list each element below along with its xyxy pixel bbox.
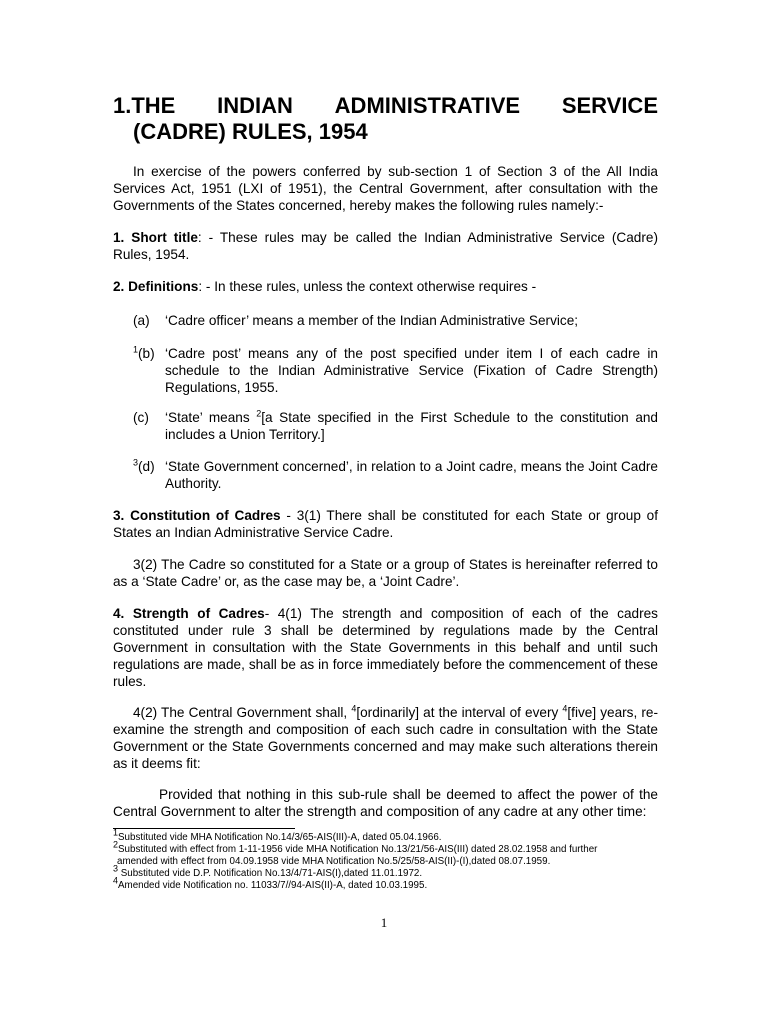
footnote bbox=[113, 875, 658, 892]
footnote-number: 2 bbox=[113, 839, 119, 850]
rule-1-heading: 1. Short title bbox=[113, 230, 198, 245]
proviso: Provided that nothing in this sub-rule shall be deemed to affect the power of the Central Government to alter the strength and composition of any cadre at any other time: bbox=[113, 787, 658, 819]
title-word: INDIAN bbox=[217, 93, 293, 118]
definition-text bbox=[165, 409, 658, 443]
rule-1 bbox=[113, 229, 658, 263]
footnote-number: 4 bbox=[113, 875, 119, 886]
definition-mark: (a) bbox=[133, 313, 150, 328]
definition-text-main: [a State specified in the First Schedule to the constitution and includes a Union Territory.] bbox=[165, 410, 658, 442]
rule-3 bbox=[113, 507, 658, 541]
definition-text: ‘State Government concerned’, in relation to a Joint cadre, means the Joint Cadre Authority. bbox=[165, 459, 658, 491]
footnote bbox=[113, 839, 658, 856]
title-line-2: (CADRE) RULES, 1954 bbox=[133, 119, 368, 144]
definition-mark: (b) bbox=[138, 346, 155, 361]
page-number: 1 bbox=[380, 915, 388, 930]
footnote-text: Substituted vide D.P. Notification No.13/4/71-AIS(I),dated 11.01.1972. bbox=[118, 868, 423, 879]
footnotes bbox=[113, 827, 658, 892]
definition-text: ‘Cadre post’ means any of the post specified under item I of each cadre in schedule to the Indian Administrative Service (Fixation of Cadre Strength) Regulations, 1955. bbox=[165, 346, 658, 395]
rule-3-text: - 3(1) There shall be constituted for each State or group of States an Indian Administrative Service Cadre. bbox=[113, 508, 658, 540]
footnote-ref: 4 bbox=[351, 703, 357, 714]
footnote bbox=[113, 827, 658, 844]
footnote-number: 1 bbox=[113, 827, 119, 838]
footnote-ref: 4 bbox=[562, 703, 568, 714]
footnote-number: 3 bbox=[113, 863, 119, 874]
footnote-ref: 1 bbox=[133, 344, 139, 355]
rule-1-text: : - These rules may be called the Indian Administrative Service (Cadre) Rules, 1954. bbox=[113, 230, 658, 262]
rule-4-para-2-b: [ordinarily] at the interval of every bbox=[356, 705, 563, 720]
rule-4-para-2-a: 4(2) The Central Government shall, bbox=[133, 705, 352, 720]
footnote-text: Amended vide Notification no. 11033/7//94-AIS(II)-A, dated 10.03.1995. bbox=[118, 880, 428, 891]
definition-text: ‘Cadre officer’ means a member of the Indian Administrative Service; bbox=[165, 313, 579, 328]
title-word: 1.THE bbox=[113, 93, 176, 118]
title-word: SERVICE bbox=[561, 93, 658, 118]
rule-4-text: - 4(1) The strength and composition of each of the cadres constituted under rule 3 shall be determined by regulations made by the Central Government in consultation with the State Governments in this behalf and until such regulations are made, shall be as in force immediately before the commencement of these rules. bbox=[113, 606, 658, 689]
definition-mark: (c) bbox=[133, 410, 149, 425]
rule-3-para-2: 3(2) The Cadre so constituted for a State or a group of States is hereinafter referred to as a ‘State Cadre’ or, as the case may be, a ‘Joint Cadre’. bbox=[113, 557, 658, 589]
footnote-text: Substituted with effect from 1-11-1956 vide MHA Notification No.13/21/56-AIS(III) dated 28.02.1958 and further bbox=[118, 844, 598, 855]
rule-4-heading: 4. Strength of Cadres bbox=[113, 606, 265, 621]
definition-text-pre: ‘State’ means bbox=[165, 410, 257, 425]
rule-4-para-2 bbox=[113, 704, 658, 772]
footnote-separator bbox=[113, 828, 295, 829]
rule-4-para-2-c: [five] years, re-examine the strength and composition of each such cadre in consultation with the State Government or the State Governments concerned and may make such alterations therein as it deems fit: bbox=[113, 705, 658, 771]
rule-2-text: : - In these rules, unless the context otherwise requires - bbox=[198, 279, 537, 294]
rule-2 bbox=[113, 278, 658, 295]
definition-mark: (d) bbox=[138, 459, 155, 474]
footnote-text: Substituted vide MHA Notification No.14/3/65-AIS(III)-A, dated 05.04.1966. bbox=[118, 832, 442, 843]
rule-2-heading: 2. Definitions bbox=[113, 279, 199, 294]
footnote-ref: 3 bbox=[133, 457, 139, 468]
title-word: ADMINISTRATIVE bbox=[334, 93, 521, 118]
footnote-continuation: amended with effect from 04.09.1958 vide MHA Notification No.5/25/58-AIS(II)-(I),dated 08.07.1959. bbox=[117, 856, 551, 867]
rule-3-heading: 3. Constitution of Cadres bbox=[113, 508, 281, 523]
page-title bbox=[113, 93, 658, 145]
rule-4 bbox=[113, 605, 658, 690]
footnote bbox=[113, 863, 658, 880]
footnote-ref: 2 bbox=[256, 408, 262, 419]
preamble: In exercise of the powers conferred by sub-section 1 of Section 3 of the All India Services Act, 1951 (LXI of 1951), the Central Government, after consultation with the Governments of the States concerned, hereby makes the following rules namely:- bbox=[113, 164, 658, 213]
